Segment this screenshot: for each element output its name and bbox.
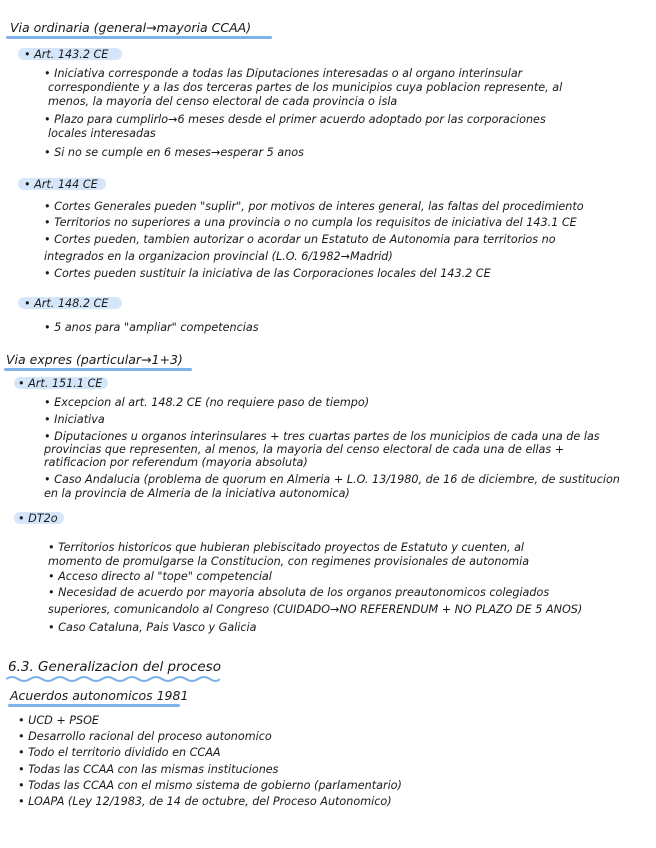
list-item: • Caso Cataluna, Pais Vasco y Galicia (48, 621, 257, 634)
list-item: • Todo el territorio dividido en CCAA (18, 746, 221, 759)
list-item: • Iniciativa (44, 413, 105, 426)
list-item: • Acceso directo al "tope" competencial (48, 570, 272, 583)
list-item: • Todas las CCAA con las mismas instituciones (18, 763, 279, 776)
list-item: • Caso Andalucia (problema de quorum en Almeria + L.O. 13/1980, de 16 de diciembre, de sustitucion (44, 473, 620, 486)
subheading-art-143-2: • Art. 143.2 CE (24, 48, 109, 61)
list-item: • Diputaciones u organos interinsulares + tres cuartas partes de los municipios de cada una de las (44, 430, 600, 443)
list-item: en la provincia de Almeria de la iniciativa autonomica) (44, 487, 350, 500)
list-item: • Iniciativa corresponde a todas las Diputaciones interesadas o al organo interinsular (44, 67, 523, 80)
list-item: • Cortes Generales pueden "suplir", por motivos de interes general, las faltas del procedimiento (44, 200, 584, 213)
list-item: • 5 anos para "ampliar" competencias (44, 321, 259, 334)
list-item: • Desarrollo racional del proceso autonomico (18, 730, 272, 743)
subheading-art-148-2: • Art. 148.2 CE (24, 297, 109, 310)
list-item: • Todas las CCAA con el mismo sistema de gobierno (parlamentario) (18, 779, 402, 792)
subheading-dt2: • DT2o (18, 512, 58, 525)
heading-underline (8, 704, 180, 707)
list-item: superiores, comunicandolo al Congreso (CUIDADO→NO REFERENDUM + NO PLAZO DE 5 ANOS) (48, 603, 583, 616)
list-item: • Necesidad de acuerdo por mayoria absoluta de los organos preautonomicos colegiados (48, 586, 550, 599)
list-item: provincias que representen, al menos, la mayoria del censo electoral de cada una de ellas + (44, 443, 565, 456)
subheading-acuerdos-1981: Acuerdos autonomicos 1981 (10, 688, 189, 703)
list-item: menos, la mayoria del censo electoral de cada provincia o isla (48, 95, 398, 108)
heading-underline (4, 368, 192, 371)
list-item: correspondiente y a las dos terceras partes de los municipios cuya poblacion represente, al (48, 81, 563, 94)
list-item: • Cortes pueden, tambien autorizar o acordar un Estatuto de Autonomia para territorios no (44, 233, 556, 246)
list-item: • Territorios no superiores a una provincia o no cumpla los requisitos de iniciativa del 143.1 CE (44, 216, 577, 229)
heading-via-ordinaria: Via ordinaria (general→mayoria CCAA) (10, 20, 252, 35)
list-item: • Excepcion al art. 148.2 CE (no requiere paso de tiempo) (44, 396, 370, 409)
list-item: • Plazo para cumplirlo→6 meses desde el primer acuerdo adoptado por las corporaciones (44, 113, 546, 126)
list-item: integrados en la organizacion provincial (L.O. 6/1982→Madrid) (44, 250, 393, 263)
heading-via-expres: Via expres (particular→1+3) (6, 352, 183, 367)
list-item: • Territorios historicos que hubieran plebiscitado proyectos de Estatuto y cuenten, al (48, 541, 525, 554)
list-item: momento de promulgarse la Constitucion, con regimenes provisionales de autonomia (48, 555, 530, 568)
section-title-generalizacion: 6.3. Generalizacion del proceso (8, 659, 221, 675)
list-item: • UCD + PSOE (18, 714, 99, 727)
subheading-art-151-1: • Art. 151.1 CE (18, 377, 103, 390)
list-item: • Si no se cumple en 6 meses→esperar 5 anos (44, 146, 304, 159)
list-item: • Cortes pueden sustituir la iniciativa de las Corporaciones locales del 143.2 CE (44, 267, 491, 280)
list-item: • LOAPA (Ley 12/1983, de 14 de octubre, del Proceso Autonomico) (18, 795, 392, 808)
list-item: ratificacion por referendum (mayoria absoluta) (44, 456, 308, 469)
heading-underline (6, 36, 272, 39)
wavy-underline (6, 675, 220, 683)
subheading-art-144: • Art. 144 CE (24, 178, 98, 191)
list-item: locales interesadas (48, 127, 156, 140)
